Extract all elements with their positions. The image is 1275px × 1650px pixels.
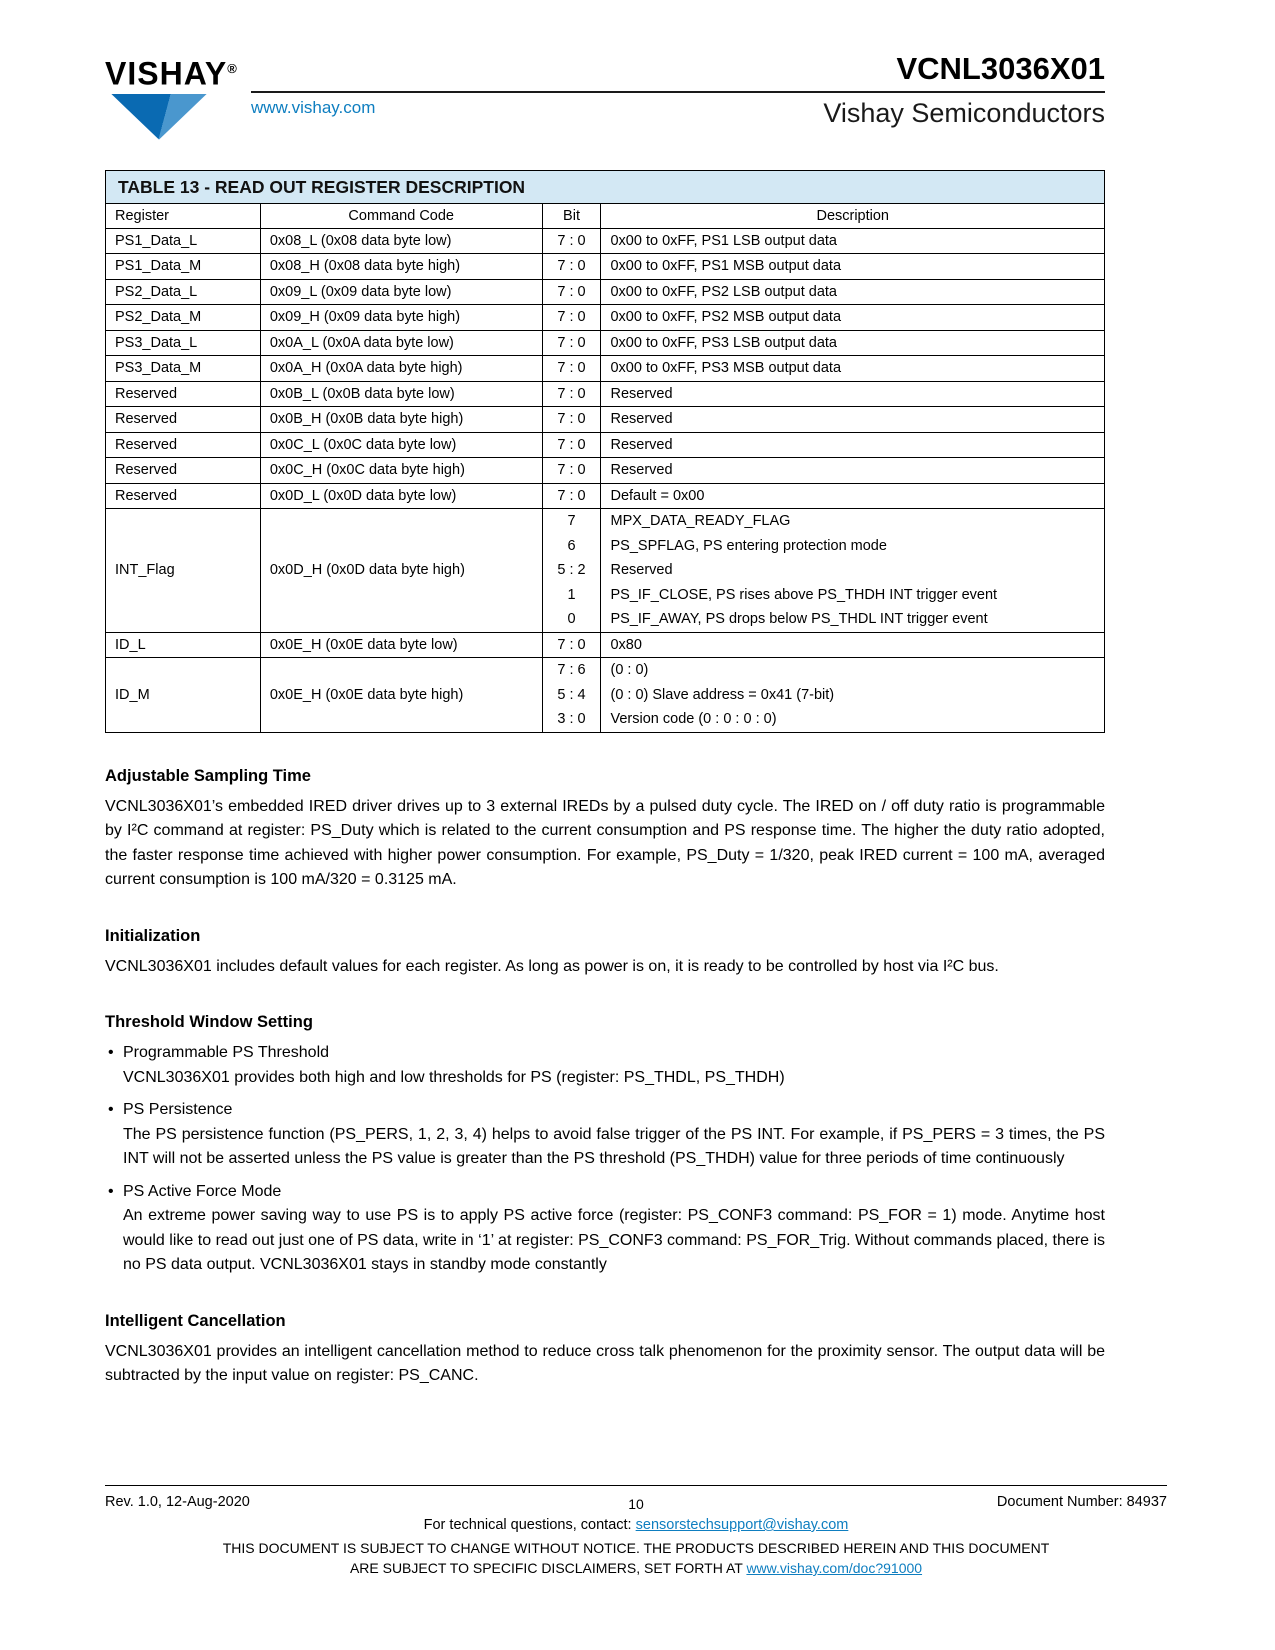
description-cell: 0x00 to 0xFF, PS1 LSB output data xyxy=(601,228,1105,254)
bullet-body: The PS persistence function (PS_PERS, 1, 2, 3, 4) helps to avoid false trigger of the PS INT. For example, if PS_PERS = 3 times, the PS INT will not be asserted unless the PS value is greater than the PS threshold (PS_THDH) value for three periods of time continuously xyxy=(123,1125,1105,1168)
register-cell: PS3_Data_L xyxy=(106,330,261,356)
bullet-label: • PS Persistence xyxy=(105,1098,1105,1123)
disclaimer xyxy=(105,1538,1167,1578)
description-cell: 0x80 xyxy=(601,632,1105,658)
description-cell: 0x00 to 0xFF, PS2 LSB output data xyxy=(601,279,1105,305)
bit-cell: 7 : 0 xyxy=(542,279,601,305)
register-table xyxy=(105,170,1105,733)
bit-cell: 7 : 0 xyxy=(542,407,601,433)
description-cell: Default = 0x00 xyxy=(601,483,1105,509)
command-code-cell: 0x0E_H (0x0E data byte high) xyxy=(260,658,542,733)
bit-cell: 7 : 0 xyxy=(542,305,601,331)
register-table-body xyxy=(106,228,1105,732)
command-code-cell: 0x0E_H (0x0E data byte low) xyxy=(260,632,542,658)
table-row xyxy=(106,432,1105,458)
register-cell: ID_M xyxy=(106,658,261,733)
bit-cell: 7 : 0 xyxy=(542,432,601,458)
table-row xyxy=(106,407,1105,433)
register-cell: ID_L xyxy=(106,632,261,658)
description-cell: Reserved xyxy=(601,381,1105,407)
bit-cell: 7 : 0 xyxy=(542,632,601,658)
description-cell: Reserved xyxy=(601,407,1105,433)
section-heading: Intelligent Cancellation xyxy=(105,1311,286,1330)
bit-cell: 7 : 0 xyxy=(542,381,601,407)
section-heading: Threshold Window Setting xyxy=(105,1013,313,1032)
contact-line xyxy=(105,1515,1167,1535)
disclaimer-line2 xyxy=(105,1558,1167,1578)
register-cell: INT_Flag xyxy=(106,509,261,633)
bullet-body: An extreme power saving way to use PS is to apply PS active force (register: PS_CONF3 command: PS_FOR = 1) mode. Anytime host would like to read out just one of PS data, write in ‘1’ at register: PS_CONF3 command: PS_FOR_Trig. Without commands placed, there is no PS data output. VCNL3036X01 stays in standby mode constantly xyxy=(123,1207,1105,1274)
bullet-item xyxy=(105,1098,1105,1172)
disclaimer-doc-link[interactable]: www.vishay.com/doc?91000 xyxy=(746,1560,923,1576)
register-cell: PS3_Data_M xyxy=(106,356,261,382)
contact-email-link[interactable]: sensorstechsupport@vishay.com xyxy=(635,1517,849,1533)
vishay-logo xyxy=(105,52,237,140)
table-row xyxy=(106,658,1105,733)
table-row xyxy=(106,228,1105,254)
register-cell: PS1_Data_L xyxy=(106,228,261,254)
column-header: Command Code xyxy=(260,203,542,228)
paragraph: VCNL3036X01 provides an intelligent cancellation method to reduce cross talk phenomenon for the proximity sensor. The output data will be subtracted by the input value on register: PS_CANC. xyxy=(105,1342,1105,1385)
table-title: TABLE 13 - READ OUT REGISTER DESCRIPTION xyxy=(105,170,1105,203)
part-number: VCNL3036X01 xyxy=(896,51,1105,86)
website-link[interactable]: www.vishay.com xyxy=(251,98,376,117)
description-cell: (0 : 0) (0 : 0) Slave address = 0x41 (7-bit) Version code (0 : 0 : 0 : 0) xyxy=(601,658,1105,733)
header-right xyxy=(251,52,1105,128)
register-table-head xyxy=(106,203,1105,228)
column-header: Bit xyxy=(542,203,601,228)
description-cell: Reserved xyxy=(601,458,1105,484)
register-cell: Reserved xyxy=(106,407,261,433)
command-code-cell: 0x0B_L (0x0B data byte low) xyxy=(260,381,542,407)
command-code-cell: 0x0D_H (0x0D data byte high) xyxy=(260,509,542,633)
description-cell: 0x00 to 0xFF, PS3 MSB output data xyxy=(601,356,1105,382)
section-heading: Adjustable Sampling Time xyxy=(105,766,311,785)
table-row xyxy=(106,632,1105,658)
bit-cell: 7 6 5 : 2 1 0 xyxy=(542,509,601,633)
register-cell: PS2_Data_L xyxy=(106,279,261,305)
header-sub-row xyxy=(251,93,1105,128)
vishay-triangle-icon xyxy=(111,94,207,140)
register-cell: Reserved xyxy=(106,381,261,407)
register-table-grid xyxy=(105,203,1105,733)
table-row xyxy=(106,279,1105,305)
brand-text: VISHAY xyxy=(105,55,228,92)
command-code-cell: 0x0B_H (0x0B data byte high) xyxy=(260,407,542,433)
register-cell: PS2_Data_M xyxy=(106,305,261,331)
section-heading: Initialization xyxy=(105,926,201,945)
command-code-cell: 0x0A_H (0x0A data byte high) xyxy=(260,356,542,382)
bit-cell: 7 : 0 xyxy=(542,458,601,484)
bullet-label: • Programmable PS Threshold xyxy=(105,1041,1105,1066)
register-table-head-row xyxy=(106,203,1105,228)
table-row xyxy=(106,509,1105,633)
revision-text: Rev. 1.0, 12-Aug-2020 xyxy=(105,1494,250,1510)
command-code-cell: 0x09_L (0x09 data byte low) xyxy=(260,279,542,305)
command-code-cell: 0x0A_L (0x0A data byte low) xyxy=(260,330,542,356)
table-row xyxy=(106,381,1105,407)
bit-cell: 7 : 6 5 : 4 3 : 0 xyxy=(542,658,601,733)
vishay-logo-text xyxy=(105,52,237,91)
bit-cell: 7 : 0 xyxy=(542,356,601,382)
command-code-cell: 0x0C_L (0x0C data byte low) xyxy=(260,432,542,458)
sections xyxy=(105,767,1105,1389)
command-code-cell: 0x0C_H (0x0C data byte high) xyxy=(260,458,542,484)
paragraph: VCNL3036X01 includes default values for each register. As long as power is on, it is ready to be controlled by host via I²C bus. xyxy=(105,957,999,975)
bit-cell: 7 : 0 xyxy=(542,254,601,280)
bit-cell: 7 : 0 xyxy=(542,483,601,509)
footer-meta-row xyxy=(105,1485,1167,1512)
bullet-item xyxy=(105,1180,1105,1278)
registered-mark: ® xyxy=(227,61,238,76)
description-cell: Reserved xyxy=(601,432,1105,458)
column-header: Description xyxy=(601,203,1105,228)
register-cell: Reserved xyxy=(106,432,261,458)
disclaimer-line1: THIS DOCUMENT IS SUBJECT TO CHANGE WITHOUT NOTICE. THE PRODUCTS DESCRIBED HEREIN AND THIS DOCUMENT xyxy=(222,1540,1050,1556)
register-cell: Reserved xyxy=(106,458,261,484)
bullet-body: VCNL3036X01 provides both high and low thresholds for PS (register: PS_THDL, PS_THDH) xyxy=(123,1068,785,1086)
command-code-cell: 0x08_H (0x08 data byte high) xyxy=(260,254,542,280)
command-code-cell: 0x08_L (0x08 data byte low) xyxy=(260,228,542,254)
page-number: 10 xyxy=(628,1496,644,1512)
header xyxy=(105,52,1105,140)
bit-cell: 7 : 0 xyxy=(542,228,601,254)
command-code-cell: 0x0D_L (0x0D data byte low) xyxy=(260,483,542,509)
description-cell: 0x00 to 0xFF, PS3 LSB output data xyxy=(601,330,1105,356)
table-row xyxy=(106,356,1105,382)
bit-cell: 7 : 0 xyxy=(542,330,601,356)
description-cell: 0x00 to 0xFF, PS2 MSB output data xyxy=(601,305,1105,331)
division-name: Vishay Semiconductors xyxy=(823,98,1105,128)
description-cell: MPX_DATA_READY_FLAG PS_SPFLAG, PS entering protection mode Reserved PS_IF_CLOSE, PS rises above PS_THDH INT trigger event PS_IF_AWAY, PS drops below PS_THDL INT trigger event xyxy=(601,509,1105,633)
footer xyxy=(105,1485,1167,1578)
command-code-cell: 0x09_H (0x09 data byte high) xyxy=(260,305,542,331)
document-number: Document Number: 84937 xyxy=(996,1494,1167,1510)
bullet-label: • PS Active Force Mode xyxy=(105,1180,1105,1205)
register-cell: Reserved xyxy=(106,483,261,509)
table-row xyxy=(106,305,1105,331)
table-row xyxy=(106,483,1105,509)
bullet-item xyxy=(105,1041,1105,1090)
table-row xyxy=(106,254,1105,280)
disclaimer-line2-prefix: ARE SUBJECT TO SPECIFIC DISCLAIMERS, SET FORTH AT xyxy=(349,1560,747,1576)
description-cell: 0x00 to 0xFF, PS1 MSB output data xyxy=(601,254,1105,280)
table-row xyxy=(106,458,1105,484)
column-header: Register xyxy=(106,203,261,228)
paragraph: VCNL3036X01’s embedded IRED driver drives up to 3 external IREDs by a pulsed duty cycle. The IRED on / off duty ratio is programmable by I²C command at register: PS_Duty which is related to the current consumption and PS response time. The higher the duty ratio adopted, the faster response time achieved with higher power consumption. For example, PS_Duty = 1/320, peak IRED current = 100 mA, averaged current consumption is 100 mA/320 = 0.3125 mA. xyxy=(105,797,1105,889)
table-row xyxy=(106,330,1105,356)
register-cell: PS1_Data_M xyxy=(106,254,261,280)
contact-prefix: For technical questions, contact: xyxy=(423,1517,636,1533)
header-title-row xyxy=(251,52,1105,93)
